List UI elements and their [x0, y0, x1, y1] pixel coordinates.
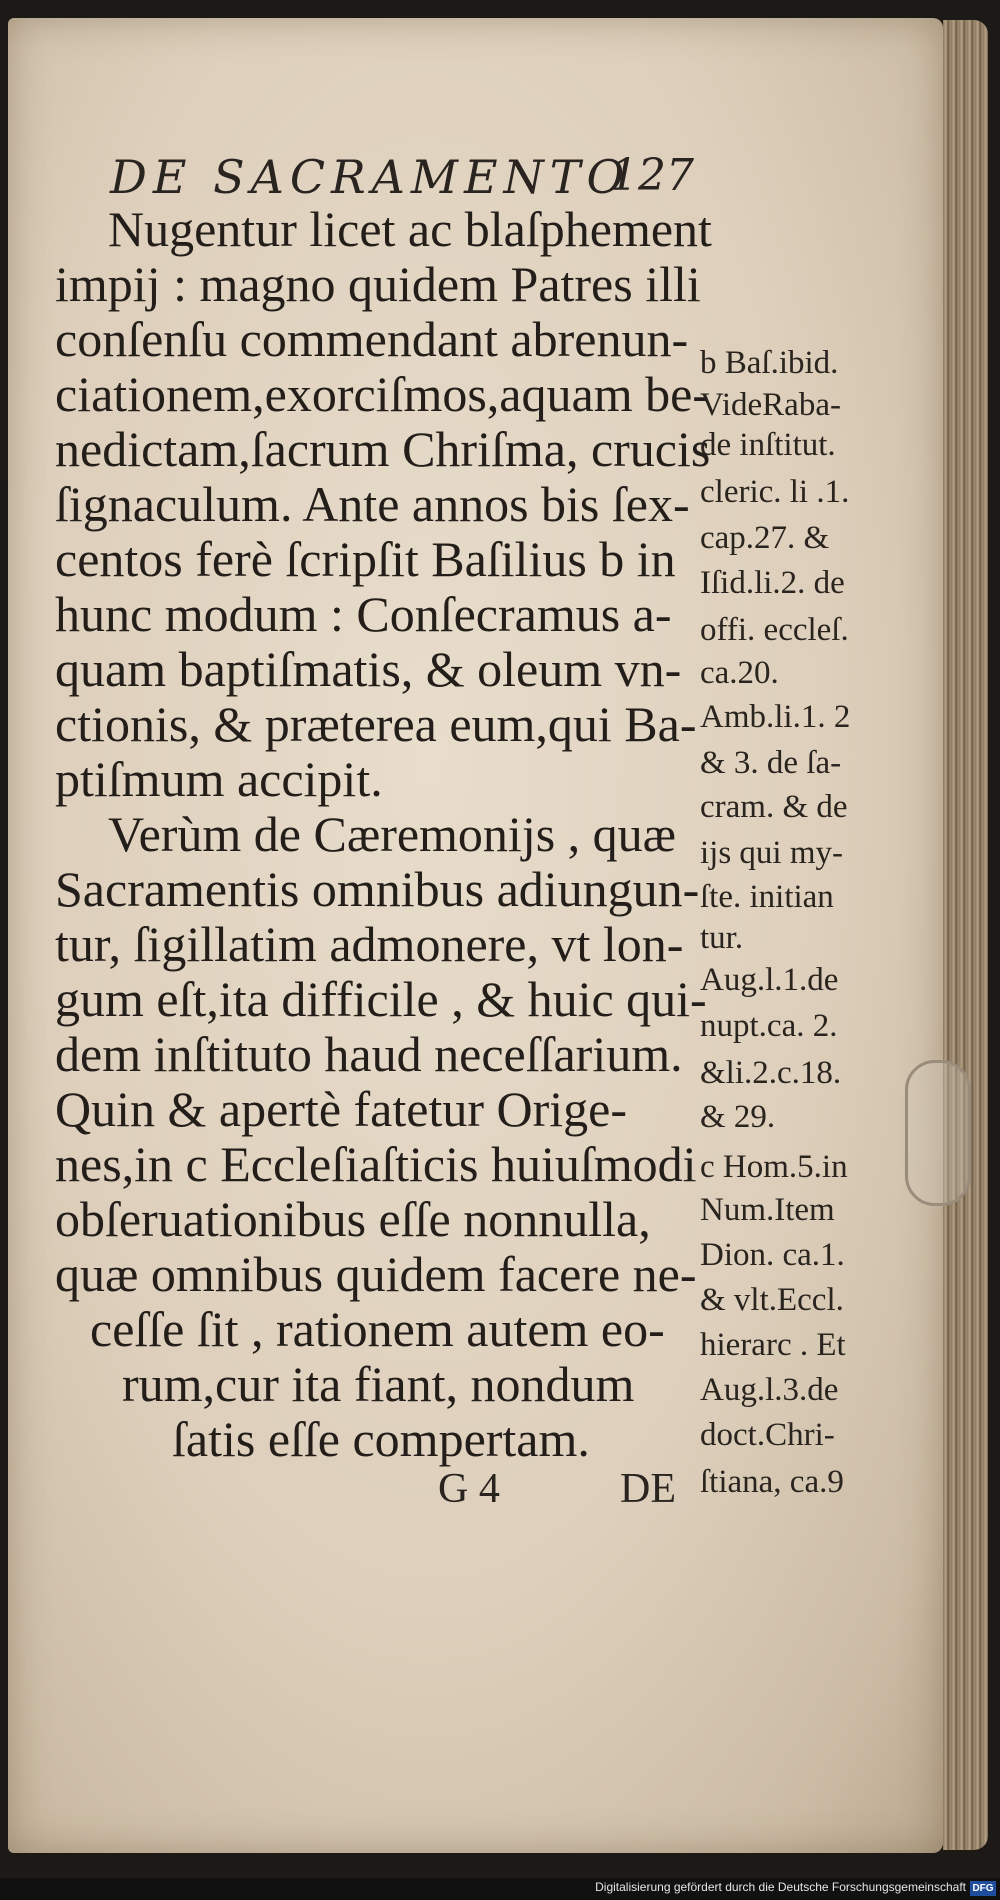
body-line: obſeruationibus eſſe nonnulla, — [55, 1191, 651, 1247]
body-line: ciationem,exorciſmos,aquam be- — [55, 366, 709, 422]
margin-note: cap.27. & — [700, 520, 830, 556]
body-line: ceſſe ſit , rationem autem eo- — [90, 1301, 665, 1357]
margin-note: & 29. — [700, 1099, 776, 1135]
signature-mark: G 4 — [438, 1466, 500, 1512]
catchword: DE — [620, 1466, 676, 1512]
body-line: gum eſt,ita difficile , & huic qui- — [55, 971, 707, 1027]
margin-note: & 3. de ſa- — [700, 745, 842, 781]
body-line: ctionis, & præterea eum,qui Ba- — [55, 696, 697, 752]
body-line: ptiſmum accipit. — [55, 751, 383, 807]
body-line: impij : magno quidem Patres illi — [55, 256, 701, 312]
margin-note: ſte. initian — [700, 879, 834, 915]
footer-credit: Digitalisierung gefördert durch die Deutsche Forschungsgemeinschaft — [595, 1880, 966, 1894]
margin-note: de inſtitut. — [700, 427, 836, 463]
body-line: conſenſu commendant abrenun- — [55, 311, 689, 367]
body-line: ſignaculum. Ante annos bis ſex- — [55, 476, 690, 532]
body-line: ſatis eſſe compertam. — [172, 1411, 590, 1467]
margin-note: cram. & de — [700, 789, 848, 825]
margin-note: & vlt.Eccl. — [700, 1282, 844, 1318]
body-line: quæ omnibus quidem facere ne- — [55, 1246, 697, 1302]
body-line: Sacramentis omnibus adiungun- — [55, 861, 700, 917]
body-line: hunc modum : Conſecramus a- — [55, 586, 672, 642]
margin-note: Num.Item — [700, 1192, 835, 1228]
book-page-edges — [943, 20, 988, 1850]
margin-note: offi. eccleſ. — [700, 612, 849, 648]
body-line: rum,cur ita fiant, nondum — [122, 1356, 635, 1412]
margin-note: Amb.li.1. 2 — [700, 699, 851, 735]
body-line: Quin & apertè fatetur Orige- — [55, 1081, 627, 1137]
margin-note: Aug.l.1.de — [700, 962, 839, 998]
margin-note: &li.2.c.18. — [700, 1055, 842, 1091]
body-line: centos ferè ſcripſit Baſilius b in — [55, 531, 676, 587]
body-line: Nugentur licet ac blaſphement — [108, 201, 712, 257]
margin-note: hierarc . Et — [700, 1327, 846, 1363]
margin-note: Aug.l.3.de — [700, 1372, 839, 1408]
margin-note: c Hom.5.in — [700, 1149, 848, 1185]
body-line: Verùm de Cæremonijs , quæ — [108, 806, 677, 862]
margin-note: ijs qui my- — [700, 835, 844, 871]
margin-note: VideRaba- — [700, 387, 841, 423]
body-line: tur, ſigillatim admonere, vt lon- — [55, 916, 684, 972]
book-clasp — [905, 1060, 971, 1206]
body-line: nes,in c Eccleſiaſticis huiuſmodi — [55, 1136, 697, 1192]
margin-note: cleric. li .1. — [700, 474, 850, 510]
dfg-logo: DFG — [970, 1881, 996, 1896]
page-number: 127 — [610, 150, 694, 201]
margin-note: ca.20. — [700, 655, 779, 691]
margin-note: doct.Chri- — [700, 1417, 835, 1453]
margin-note: ſtiana, ca.9 — [700, 1464, 844, 1500]
body-line: dem inſtituto haud neceſſarium. — [55, 1026, 683, 1082]
margin-note: Dion. ca.1. — [700, 1237, 845, 1273]
body-line: quam baptiſmatis, & oleum vn- — [55, 641, 682, 697]
margin-note: b Baſ.ibid. — [700, 345, 839, 381]
margin-note: tur. — [700, 920, 744, 956]
margin-note: nupt.ca. 2. — [700, 1008, 838, 1044]
margin-note: Iſid.li.2. de — [700, 565, 845, 601]
running-title: DE SACRAMENTO — [110, 150, 631, 204]
body-line: nedictam,ſacrum Chriſma, crucis — [55, 421, 711, 477]
